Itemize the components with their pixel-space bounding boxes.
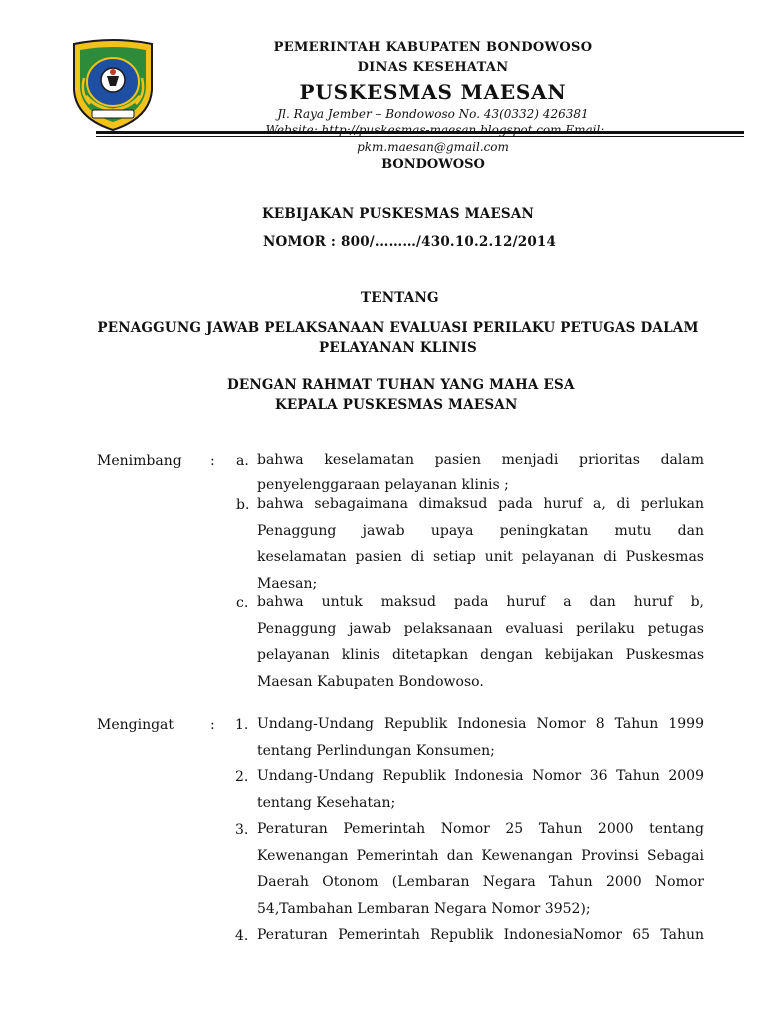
- mengingat-item-2: [257, 763, 704, 816]
- mengingat-1-line-2: tentang Perlindungan Konsumen;: [257, 742, 495, 759]
- menimbang-label: Menimbang: [97, 453, 182, 469]
- menimbang-a-line-2: penyelenggaraan pelayanan klinis ;: [257, 476, 509, 493]
- policy-subject-line-2: PELAYANAN KLINIS: [319, 340, 477, 356]
- mengingat-3-line-1: Peraturan Pemerintah Nomor 25 Tahun 2000 tentang: [257, 821, 704, 837]
- mengingat-2-line-1: Undang-Undang Republik Indonesia Nomor 36 Tahun 2009: [257, 768, 704, 784]
- mengingat-item-4: [257, 922, 704, 949]
- mengingat-1-line-1: Undang-Undang Republik Indonesia Nomor 8 Tahun 1999: [257, 716, 704, 732]
- letterhead-email: pkm.maesan@gmail.com: [357, 140, 509, 154]
- letterhead-institution: PUSKESMAS MAESAN: [299, 80, 567, 104]
- letterhead-city: BONDOWOSO: [381, 157, 485, 172]
- menimbang-c-line-2: Penaggung jawab pelaksanaan evaluasi perilaku petugas: [257, 620, 704, 637]
- menimbang-a-line-1: bahwa keselamatan pasien menjadi prioritas dalam: [257, 452, 704, 468]
- letterhead-website: Website: http://puskesmas-maesan.blogspot.com Email:: [265, 123, 605, 137]
- mengingat-item-3: [257, 816, 704, 922]
- blessing-line: DENGAN RAHMAT TUHAN YANG MAHA ESA: [227, 377, 575, 393]
- menimbang-c-line-3: pelayanan klinis ditetapkan dengan kebijakan Puskesmas: [257, 647, 704, 663]
- menimbang-b-line-2: Penaggung jawab upaya peningkatan mutu dan: [257, 522, 704, 539]
- menimbang-item-a: [257, 447, 704, 496]
- menimbang-c-line-1: bahwa untuk maksud pada huruf a dan huruf b,: [257, 594, 704, 610]
- letterhead-address: Jl. Raya Jember – Bondowoso No. 43(0332) 426381: [277, 107, 589, 121]
- mengingat-marker-2: 2.: [235, 769, 249, 785]
- policy-subject-line-1: PENAGGUNG JAWAB PELAKSANAAN EVALUASI PERILAKU PETUGAS DALAM: [97, 320, 699, 336]
- menimbang-b-line-1: bahwa sebagaimana dimaksud pada huruf a, di perlukan: [257, 496, 704, 512]
- about-label: TENTANG: [361, 290, 439, 306]
- menimbang-b-line-3: keselamatan pasien di setiap unit pelayanan di Puskesmas: [257, 549, 704, 565]
- signatory-line: KEPALA PUSKESMAS MAESAN: [275, 397, 518, 413]
- menimbang-b-line-4: Maesan;: [257, 575, 318, 592]
- menimbang-c-line-4: Maesan Kabupaten Bondowoso.: [257, 673, 484, 690]
- mengingat-marker-4: 4.: [235, 928, 249, 944]
- mengingat-colon: :: [210, 717, 215, 733]
- menimbang-item-b: [257, 491, 704, 597]
- mengingat-label: Mengingat: [97, 717, 175, 733]
- mengingat-3-line-3: Daerah Otonom (Lembaran Negara Tahun 2000 Nomor: [257, 874, 704, 890]
- mengingat-2-line-2: tentang Kesehatan;: [257, 794, 396, 811]
- mengingat-3-line-4: 54,Tambahan Lembaran Negara Nomor 3952);: [257, 900, 591, 917]
- letterhead-government: PEMERINTAH KABUPATEN BONDOWOSO: [273, 40, 593, 55]
- menimbang-item-c: [257, 589, 704, 695]
- menimbang-marker-a: a.: [236, 453, 249, 469]
- mengingat-item-1: [257, 711, 704, 764]
- policy-number: NOMOR : 800/………/430.10.2.12/2014: [263, 234, 557, 250]
- mengingat-3-line-2: Kewenangan Pemerintah dan Kewenangan Provinsi Sebagai: [257, 847, 704, 864]
- menimbang-marker-b: b.: [236, 497, 250, 513]
- policy-title: KEBIJAKAN PUSKESMAS MAESAN: [262, 206, 535, 222]
- mengingat-marker-3: 3.: [235, 822, 249, 838]
- letterhead-department: DINAS KESEHATAN: [357, 60, 509, 75]
- menimbang-marker-c: c.: [236, 595, 249, 611]
- mengingat-marker-1: 1.: [235, 717, 249, 733]
- menimbang-colon: :: [210, 453, 215, 469]
- mengingat-4-line-1: Peraturan Pemerintah Republik IndonesiaNomor 65 Tahun: [257, 927, 704, 943]
- regency-emblem-logo: [66, 38, 160, 132]
